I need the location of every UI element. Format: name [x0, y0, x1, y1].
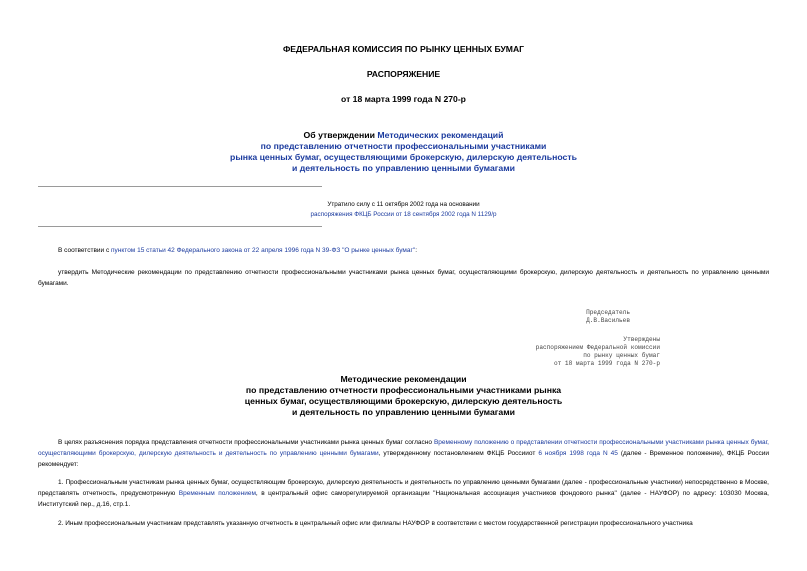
- intro-regulation-link[interactable]: Временному положению о представлении отчетности профессиональными участниками рынка ценных бумаг, осуществляющими брокерскую, дилерскую деятельность и деятельность по управлению ценными бумагами: [38, 439, 769, 457]
- title-link-4[interactable]: и деятельность по управлению ценными бумагами: [291, 163, 516, 173]
- status-line: Утратило силу с 11 октября 2002 года на основании: [327, 201, 480, 208]
- intro-mid: , утвержденному постановлением ФКЦБ Россииот: [378, 450, 539, 457]
- intro-prefix: В целях разъяснения порядка представления отчетности профессиональными участниками рынка ценных бумаг согласно: [58, 439, 434, 446]
- doc-type: РАСПОРЯЖЕНИЕ: [366, 69, 441, 79]
- title-link-2[interactable]: по представлению отчетности профессиональными участниками: [260, 141, 547, 151]
- preamble-prefix: В соответствии с: [58, 247, 112, 254]
- title-link-3[interactable]: рынка ценных бумаг, осуществляющими брокерскую, дилерскую деятельность: [230, 152, 577, 162]
- intro-suffix: (далее - Временное положение), ФКЦБ России рекомендует:: [38, 450, 769, 468]
- recommendations-title: [0, 374, 807, 418]
- title-prefix: Об утверждении: [303, 130, 378, 140]
- item-2-paragraph: 2. Иным профессиональным участникам представлять указанную отчетность в центральный офис или филиалы НАУФОР в соответствии с местом государственной регистрации профессионального участника: [58, 520, 693, 527]
- intro-paragraph: [38, 437, 769, 470]
- item1-prefix: 1. Профессиональным участникам рынка ценных бумаг, осуществляющим брокерскую, дилерскую деятельность и деятельность по управлению ценными бумагами (далее - профессиональные участники) непосредственно в Москве, представлять отчетность, предусмотренную: [38, 479, 769, 497]
- item1-suffix: , в центральный офис саморегулируемой организации "Национальная ассоциация участников фондового рынка" (далее - НАУФОР) по адресу: 103030 Москва, Институтский пер., д.16, стр.1.: [38, 490, 769, 508]
- approval-line-2: распоряжением Федеральной комиссии: [535, 344, 660, 351]
- signature-name: Д.В.Васильев: [586, 317, 630, 324]
- doc-date: от 18 марта 1999 года N 270-р: [341, 94, 466, 104]
- item1-regulation-link[interactable]: Временным положением: [178, 490, 256, 497]
- title-line-1: [0, 130, 807, 141]
- org-header: ФЕДЕРАЛЬНАЯ КОМИССИЯ ПО РЫНКУ ЦЕННЫХ БУМАГ: [282, 44, 525, 54]
- intro-decree-link[interactable]: 6 ноября 1998 года N 45: [538, 450, 618, 457]
- doc-title: [0, 130, 807, 174]
- item-1-paragraph: [38, 477, 769, 510]
- resolve-paragraph: утвердить Методические рекомендации по представлению отчетности профессиональными участниками рынка ценных бумаг, осуществляющими брокерскую, дилерскую деятельность и деятельность по управлению ценными бумагами.: [38, 269, 769, 287]
- divider-top: [38, 186, 322, 187]
- rec-title-line-3: ценных бумаг, осуществляющими брокерскую, дилерскую деятельность: [244, 396, 563, 406]
- rec-title-line-2: по представлению отчетности профессиональными участниками рынка: [245, 385, 562, 395]
- approval-line-3: по рынку ценных бумаг: [583, 352, 660, 359]
- approval-line-4: от 18 марта 1999 года N 270-р: [553, 360, 660, 367]
- rec-title-line-4: и деятельность по управлению ценными бумагами: [291, 407, 516, 417]
- status-link[interactable]: распоряжения ФКЦБ России от 18 сентября 2002 года N 1129/р: [310, 211, 497, 218]
- rec-title-line-1: Методические рекомендации: [340, 374, 467, 384]
- preamble-law-link[interactable]: пунктом 15 статьи 42 Федерального закона от 22 апреля 1996 года N 39-ФЗ "О рынке ценных бумаг": [111, 247, 416, 254]
- preamble-suffix: :: [415, 247, 417, 254]
- divider-bottom: [38, 226, 322, 227]
- preamble: [38, 245, 769, 256]
- approval-line-1: Утверждены: [623, 336, 660, 343]
- title-link-1[interactable]: Методических рекомендаций: [377, 130, 504, 140]
- signature-position: Председатель: [586, 309, 630, 316]
